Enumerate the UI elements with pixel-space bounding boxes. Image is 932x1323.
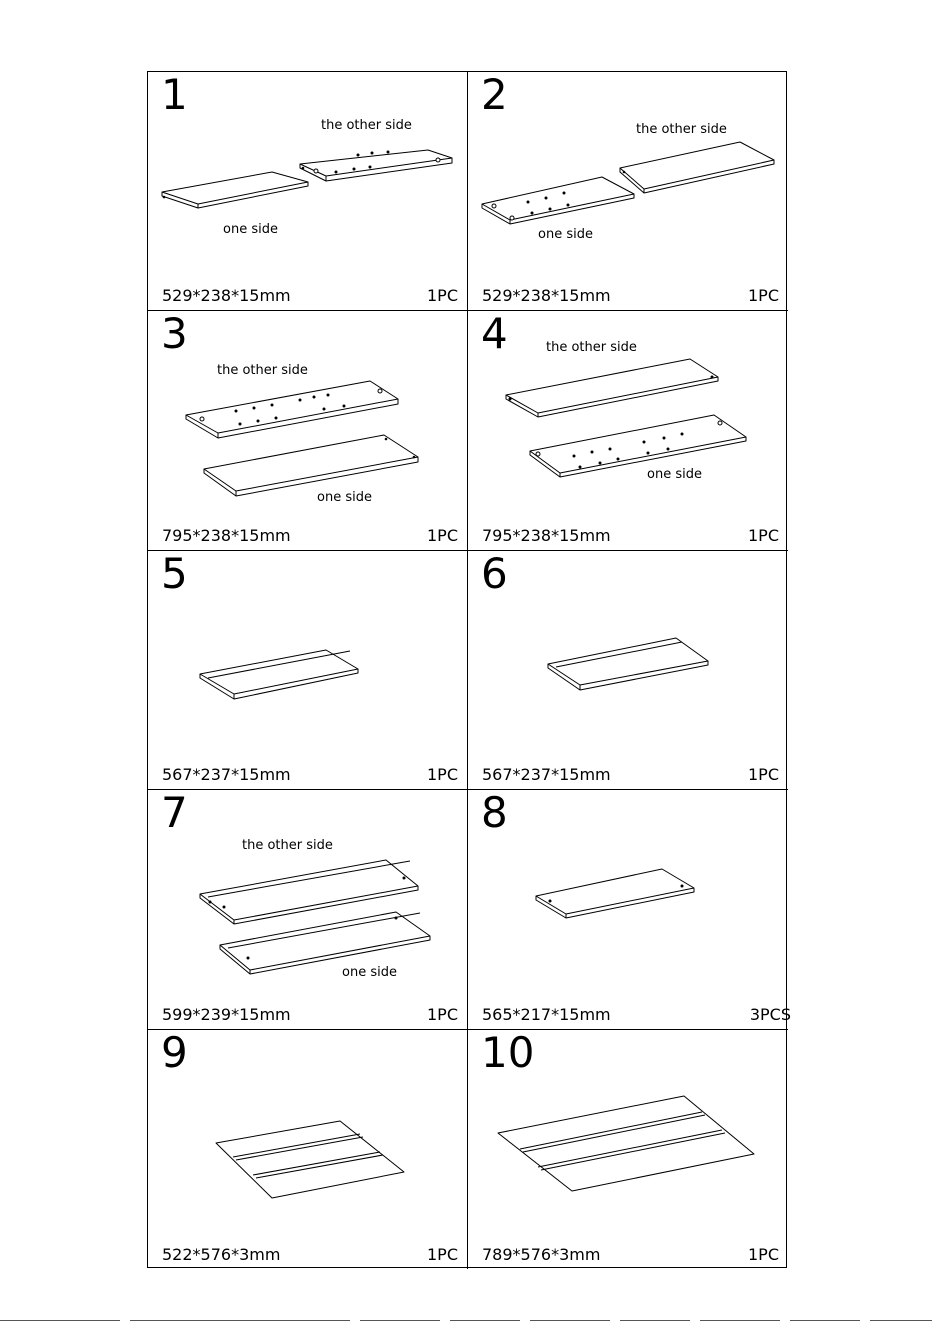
side-label-other: the other side bbox=[546, 340, 637, 356]
part-quantity: 1PC bbox=[748, 765, 779, 785]
panel-drawing-1 bbox=[148, 72, 468, 311]
part-number: 3 bbox=[161, 309, 188, 359]
part-dimensions: 795*238*15mm bbox=[162, 525, 291, 545]
part-cell-10 bbox=[468, 1027, 788, 1269]
page-bottom-edge bbox=[0, 1318, 932, 1323]
side-label-other: the other side bbox=[217, 363, 308, 379]
side-label-other: the other side bbox=[242, 838, 333, 854]
part-cell-3 bbox=[148, 311, 468, 550]
part-dimensions: 529*238*15mm bbox=[162, 286, 291, 306]
side-label-one: one side bbox=[538, 227, 593, 242]
panel-drawing-8 bbox=[468, 790, 788, 1029]
part-dimensions: 599*239*15mm bbox=[162, 1004, 291, 1024]
panel-drawing-3 bbox=[148, 311, 468, 550]
panel-drawing-6 bbox=[468, 548, 788, 790]
part-dimensions: 567*237*15mm bbox=[482, 765, 611, 785]
parts-list-grid bbox=[147, 70, 791, 1268]
part-cell-9 bbox=[148, 1027, 468, 1269]
part-number: 1 bbox=[161, 70, 188, 119]
part-number: 10 bbox=[481, 1027, 535, 1077]
side-label-one: one side bbox=[317, 490, 372, 506]
part-number: 2 bbox=[481, 70, 508, 119]
part-number: 7 bbox=[161, 788, 188, 838]
part-quantity: 1PC bbox=[748, 1244, 779, 1264]
part-number: 9 bbox=[161, 1027, 188, 1077]
part-cell-1 bbox=[148, 72, 468, 311]
part-quantity: 1PC bbox=[427, 765, 458, 785]
side-label-one: one side bbox=[223, 222, 278, 237]
part-number: 4 bbox=[481, 309, 508, 359]
part-dimensions: 795*238*15mm bbox=[482, 525, 611, 545]
part-cell-8 bbox=[468, 788, 791, 1029]
panel-drawing-5 bbox=[148, 548, 468, 790]
part-number: 8 bbox=[481, 788, 508, 838]
side-label-other: the other side bbox=[321, 118, 412, 133]
part-number: 5 bbox=[161, 548, 188, 598]
side-label-one: one side bbox=[342, 965, 397, 981]
part-cell-2 bbox=[468, 72, 788, 311]
part-quantity: 1PC bbox=[427, 1244, 458, 1264]
side-label-other: the other side bbox=[636, 122, 727, 137]
part-cell-5 bbox=[148, 548, 468, 790]
side-label-one: one side bbox=[647, 467, 702, 483]
panel-drawing-9 bbox=[148, 1027, 468, 1269]
part-cell-4 bbox=[468, 311, 788, 550]
part-dimensions: 789*576*3mm bbox=[482, 1244, 601, 1264]
part-dimensions: 565*217*15mm bbox=[482, 1004, 611, 1024]
panel-drawing-2 bbox=[468, 72, 788, 311]
part-cell-7 bbox=[148, 790, 468, 1029]
part-dimensions: 522*576*3mm bbox=[162, 1244, 281, 1264]
part-quantity: 1PC bbox=[748, 286, 779, 306]
part-quantity: 1PC bbox=[427, 525, 458, 545]
panel-drawing-7 bbox=[148, 790, 468, 1029]
part-number: 6 bbox=[481, 548, 508, 598]
part-quantity: 1PC bbox=[748, 525, 779, 545]
part-dimensions: 567*237*15mm bbox=[162, 765, 291, 785]
part-dimensions: 529*238*15mm bbox=[482, 286, 611, 306]
part-quantity: 3PCS bbox=[749, 1004, 791, 1024]
part-cell-6 bbox=[468, 548, 788, 790]
part-quantity: 1PC bbox=[427, 1004, 458, 1024]
part-quantity: 1PC bbox=[427, 286, 458, 306]
